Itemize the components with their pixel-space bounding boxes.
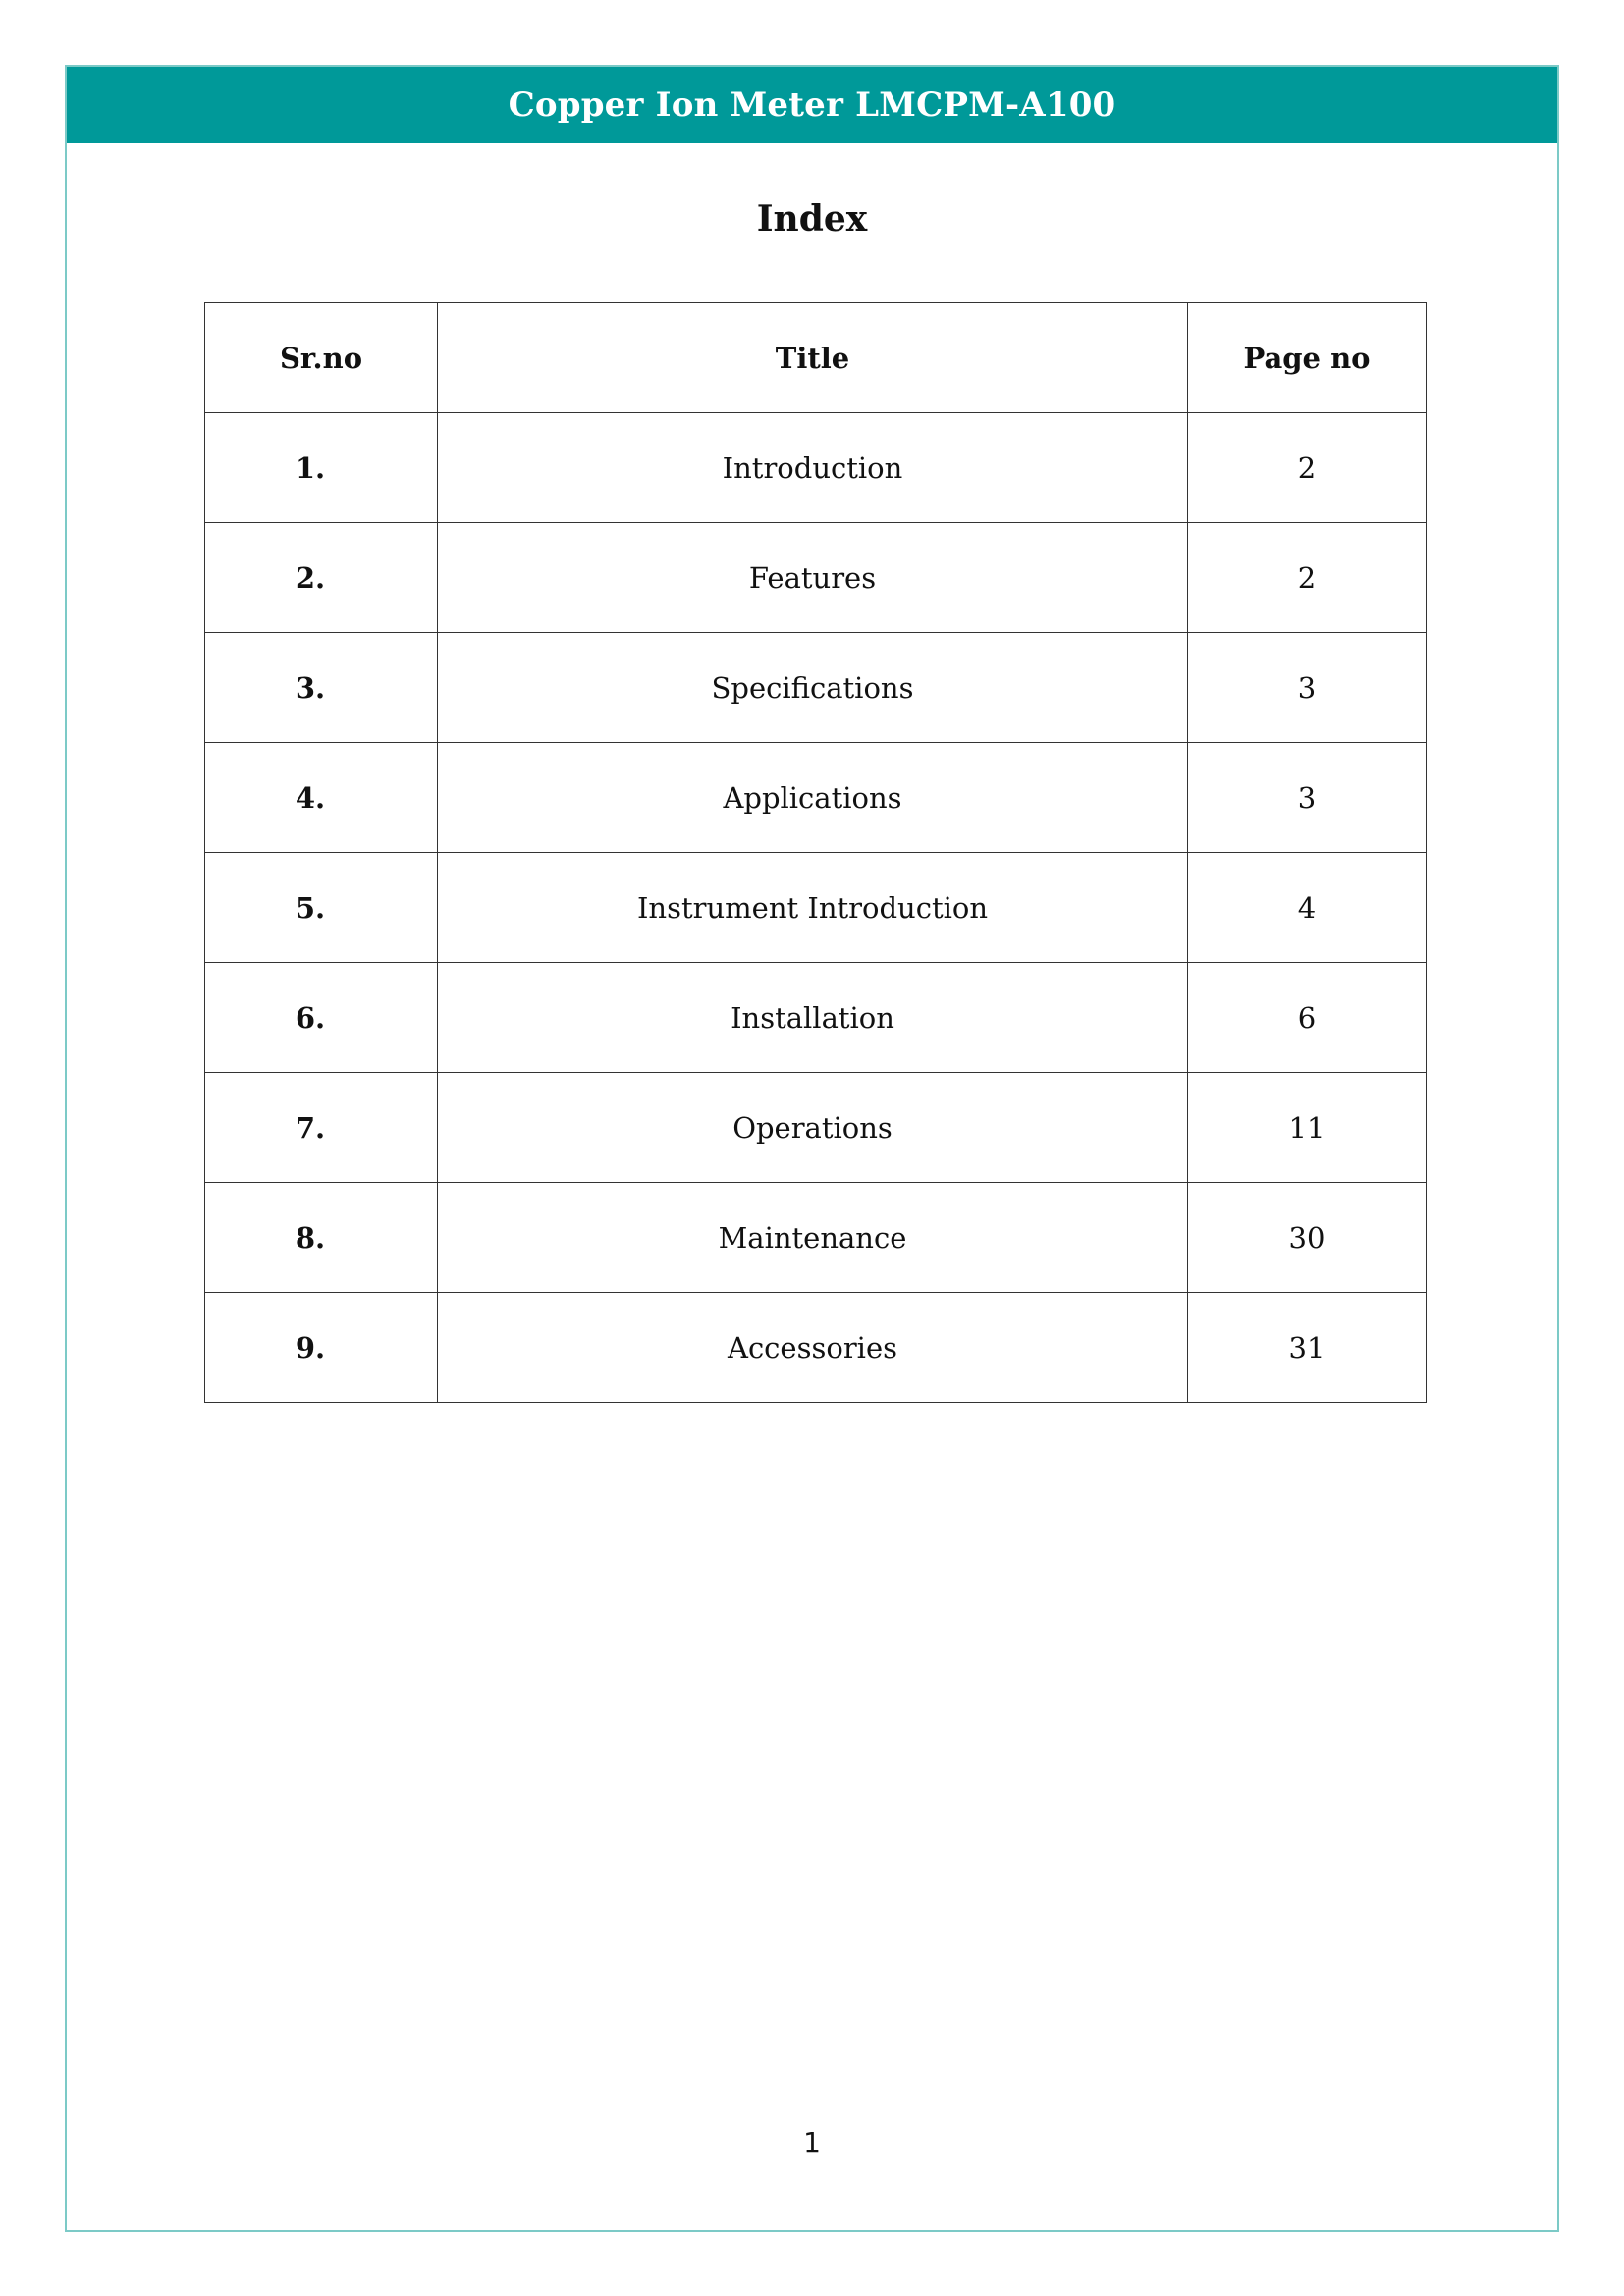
- row-srno-text: 5.: [295, 890, 326, 925]
- row-srno-text: 4.: [295, 780, 326, 815]
- row-srno: [205, 1073, 438, 1183]
- row-page: 11: [1188, 1073, 1427, 1183]
- table-row: [205, 1293, 1427, 1403]
- row-srno-text: 1.: [295, 451, 326, 485]
- row-page: 4: [1188, 853, 1427, 963]
- row-srno: [205, 1293, 438, 1403]
- row-page: 3: [1188, 633, 1427, 743]
- row-page: 6: [1188, 963, 1427, 1073]
- table-header-row: [205, 303, 1427, 413]
- row-srno: [205, 413, 438, 523]
- row-page: 31: [1188, 1293, 1427, 1403]
- row-title: Installation: [438, 963, 1188, 1073]
- row-srno-text: 2.: [295, 561, 326, 595]
- row-title: Features: [438, 523, 1188, 633]
- row-srno: [205, 523, 438, 633]
- column-header-srno: Sr.no: [205, 303, 438, 413]
- table-row: [205, 413, 1427, 523]
- row-page: 2: [1188, 523, 1427, 633]
- row-page: 3: [1188, 743, 1427, 853]
- row-title: Applications: [438, 743, 1188, 853]
- table-row: [205, 1073, 1427, 1183]
- table-row: [205, 743, 1427, 853]
- index-table: [204, 302, 1427, 1403]
- row-srno-text: 7.: [295, 1110, 326, 1145]
- table-row: [205, 963, 1427, 1073]
- row-srno-text: 6.: [295, 1000, 326, 1035]
- column-header-title: Title: [438, 303, 1188, 413]
- page-frame: [65, 65, 1559, 2232]
- page-number: 1: [803, 2126, 821, 2159]
- row-page: 2: [1188, 413, 1427, 523]
- row-srno-text: 9.: [295, 1330, 326, 1364]
- row-srno: [205, 1183, 438, 1293]
- header-band: [67, 67, 1557, 143]
- row-srno: [205, 963, 438, 1073]
- row-srno-text: 3.: [295, 670, 326, 705]
- row-title: Specifications: [438, 633, 1188, 743]
- table-row: [205, 1183, 1427, 1293]
- document-title: Copper Ion Meter LMCPM-A100: [508, 85, 1116, 125]
- row-title: Accessories: [438, 1293, 1188, 1403]
- row-title: Operations: [438, 1073, 1188, 1183]
- column-header-page: Page no: [1188, 303, 1427, 413]
- row-srno: [205, 633, 438, 743]
- table-row: [205, 523, 1427, 633]
- row-title: Instrument Introduction: [438, 853, 1188, 963]
- table-row: [205, 633, 1427, 743]
- row-srno-text: 8.: [295, 1220, 326, 1255]
- table-row: [205, 853, 1427, 963]
- row-srno: [205, 853, 438, 963]
- row-page: 30: [1188, 1183, 1427, 1293]
- row-title: Maintenance: [438, 1183, 1188, 1293]
- row-srno: [205, 743, 438, 853]
- row-title: Introduction: [438, 413, 1188, 523]
- index-heading: Index: [756, 198, 868, 240]
